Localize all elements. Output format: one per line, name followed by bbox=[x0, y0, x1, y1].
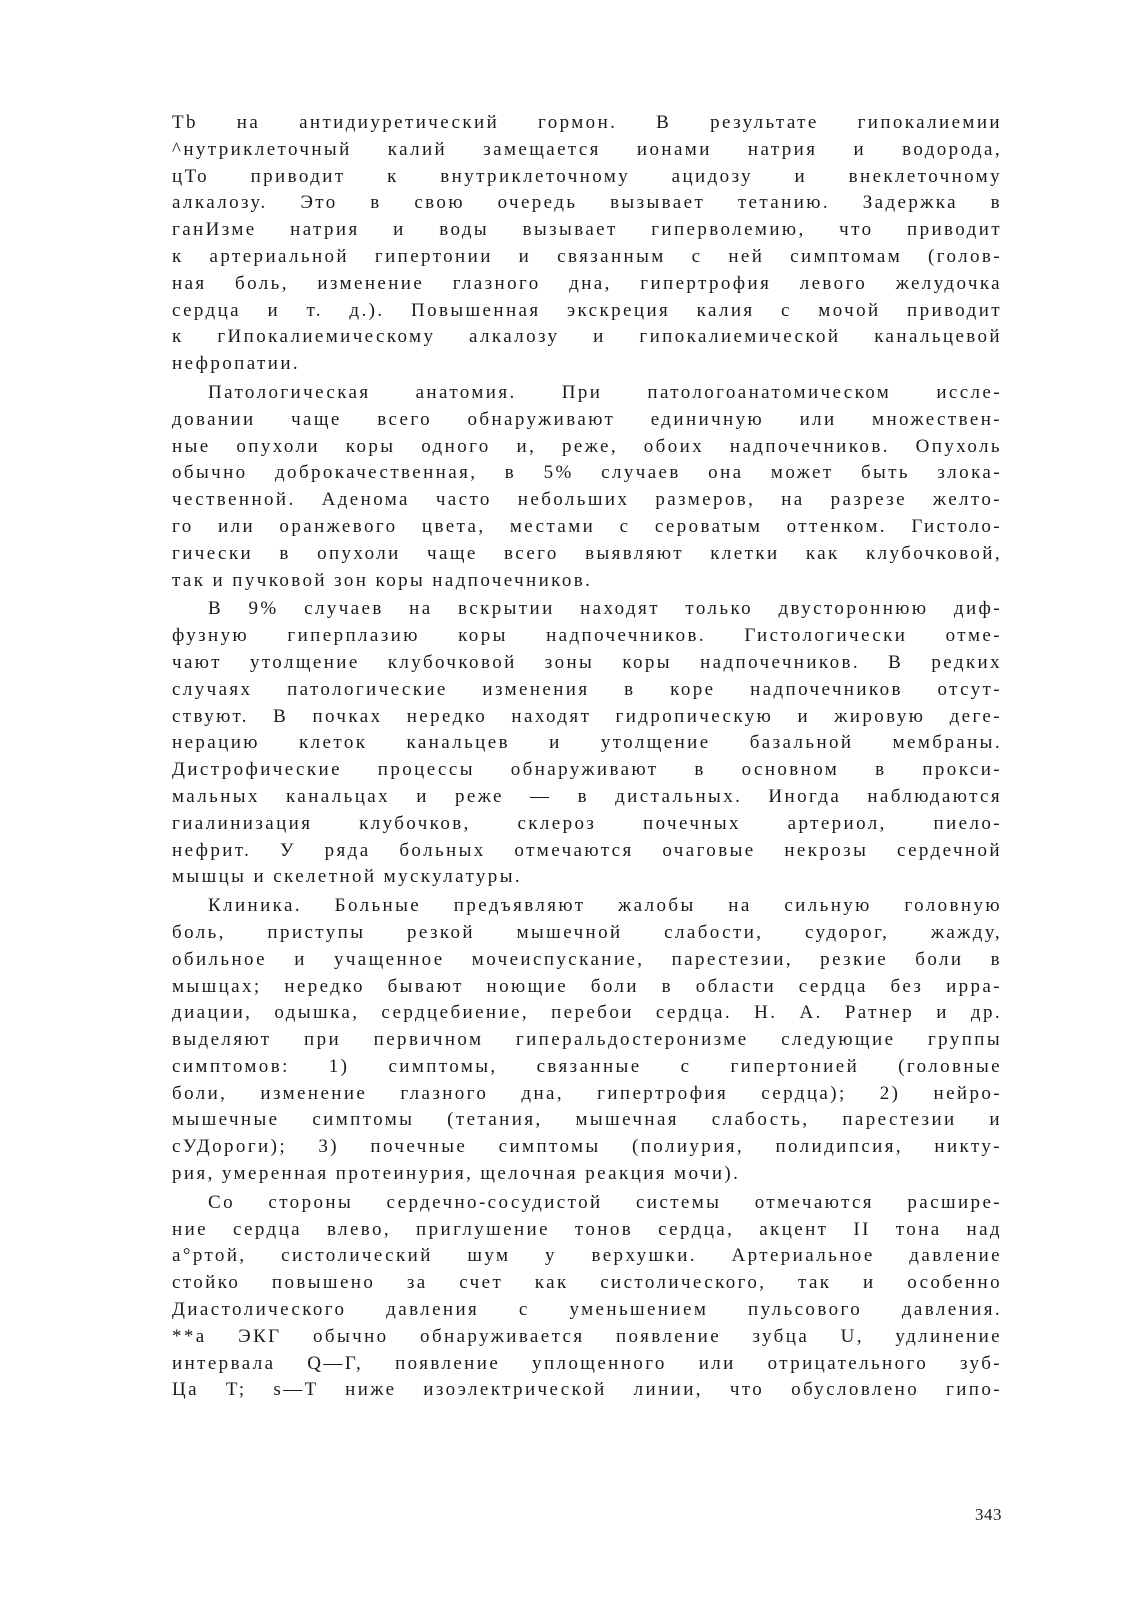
text-line: Тb на антидиуретический гормон. В результате гипокалиемии bbox=[172, 112, 1002, 133]
text-line: интервала Q—Г, появление уплощенного или отрицательного зуб- bbox=[172, 1352, 1002, 1374]
text-line: Ца T; s—T ниже изоэлектрической линии, что обусловлено гипо- bbox=[172, 1379, 1002, 1401]
text-line: нефрит. У ряда больных отмечаются очаговые некрозы сердечной bbox=[172, 839, 1002, 861]
paragraph-start: Клиника. Больные предъявляют жалобы на сильную головную bbox=[208, 895, 1002, 917]
text-line: мышцах; нередко бывают ноющие боли в области сердца без ирра- bbox=[172, 975, 1002, 997]
text-line: ствуют. В почках нередко находят гидропическую и жировую деге- bbox=[172, 705, 1002, 727]
text-line: так и пучковой зон коры надпочечников. bbox=[172, 569, 593, 591]
text-line: гиалинизация клубочков, склероз почечных артериол, пиело- bbox=[172, 812, 1002, 834]
text-line: сердца и т. д.). Повышенная экскреция калия с мочой приводит bbox=[172, 299, 1002, 321]
text-line: нерацию клеток канальцев и утолщение базальной мембраны. bbox=[172, 732, 1002, 754]
text-line: выделяют при первичном гиперальдостеронизме следующие группы bbox=[172, 1029, 1002, 1051]
text-line: мальных канальцах и реже — в дистальных. Иногда наблюдаются bbox=[172, 785, 1002, 807]
page-number: 343 bbox=[975, 1505, 1002, 1524]
text-line: ная боль, изменение глазного дна, гипертрофия левого желудочка bbox=[172, 272, 1002, 294]
paragraph-start: В 9% случаев на вскрытии находят только двустороннюю диф- bbox=[208, 598, 1002, 620]
text-line: стойко повышено за счет как систолического, так и особенно bbox=[172, 1272, 1002, 1294]
text-line: рия, умеренная протеинурия, щелочная реакция мочи). bbox=[172, 1163, 741, 1185]
text-line: а°ртой, систолический шум у верхушки. Артериальное давление bbox=[172, 1245, 1002, 1267]
paragraph-start: Патологическая анатомия. При патологоанатомическом иссле- bbox=[208, 381, 1002, 403]
text-line: ^нутриклеточный калий замещается ионами натрия и водорода, bbox=[172, 138, 1002, 160]
text-line: **а ЭКГ обычно обнаруживается появление зубца U, удлинение bbox=[172, 1325, 1002, 1347]
text-line: фузную гиперплазию коры надпочечников. Гистологически отме- bbox=[172, 625, 1002, 647]
text-line: Дистрофические процессы обнаруживают в основном в прокси- bbox=[172, 759, 1002, 781]
text-line: ганИзме натрия и воды вызывает гиперволемию, что приводит bbox=[172, 219, 1002, 241]
text-line: мышцы и скелетной мускулатуры. bbox=[172, 866, 523, 888]
text-line: го или оранжевого цвета, местами с сероватым оттенком. Гистоло- bbox=[172, 515, 1002, 537]
text-line: довании чаще всего обнаруживают единичную или множествен- bbox=[172, 408, 1002, 430]
paragraph-start: Со стороны сердечно-сосудистой системы отмечаются расшире- bbox=[208, 1191, 1002, 1213]
text-line: ние сердца влево, приглушение тонов сердца, акцент II тона над bbox=[172, 1218, 1002, 1240]
text-line: случаях патологические изменения в коре надпочечников отсут- bbox=[172, 678, 1002, 700]
text-line: обильное и учащенное мочеиспускание, парестезии, резкие боли в bbox=[172, 948, 1002, 970]
text-line: боль, приступы резкой мышечной слабости, судорог, жажду, bbox=[172, 921, 1002, 943]
body-text bbox=[172, 110, 1002, 1404]
text-line: боли, изменение глазного дна, гипертрофия сердца); 2) нейро- bbox=[172, 1082, 1002, 1104]
text-line: чественной. Аденома часто небольших размеров, на разрезе желто- bbox=[172, 489, 1002, 511]
text-line: сУДороги); 3) почечные симптомы (полиурия, полидипсия, никту- bbox=[172, 1136, 1002, 1158]
text-line: чают утолщение клубочковой зоны коры надпочечников. В редких bbox=[172, 651, 1002, 673]
text-line: гически в опухоли чаще всего выявляют клетки как клубочковой, bbox=[172, 542, 1002, 564]
text-line: к артериальной гипертонии и связанным с ней симптомам (голов- bbox=[172, 245, 1002, 267]
text-line: к гИпокалиемическому алкалозу и гипокалиемической канальцевой bbox=[172, 326, 1002, 348]
text-line: цТо приводит к внутриклеточному ацидозу и внеклеточному bbox=[172, 165, 1002, 187]
text-line: алкалозу. Это в свою очередь вызывает тетанию. Задержка в bbox=[172, 192, 1002, 214]
text-line: обычно доброкачественная, в 5% случаев она может быть злока- bbox=[172, 462, 1002, 484]
text-line: ные опухоли коры одного и, реже, обоих надпочечников. Опухоль bbox=[172, 435, 1002, 457]
text-line: диации, одышка, сердцебиение, перебои сердца. Н. А. Ратнер и др. bbox=[172, 1002, 1002, 1024]
text-line: Диастолического давления с уменьшением пульсового давления. bbox=[172, 1299, 1002, 1321]
text-line: мышечные симптомы (тетания, мышечная слабость, парестезии и bbox=[172, 1109, 1002, 1131]
text-line: нефропатии. bbox=[172, 353, 301, 375]
text-line: симптомов: 1) симптомы, связанные с гипертонией (головные bbox=[172, 1055, 1002, 1077]
